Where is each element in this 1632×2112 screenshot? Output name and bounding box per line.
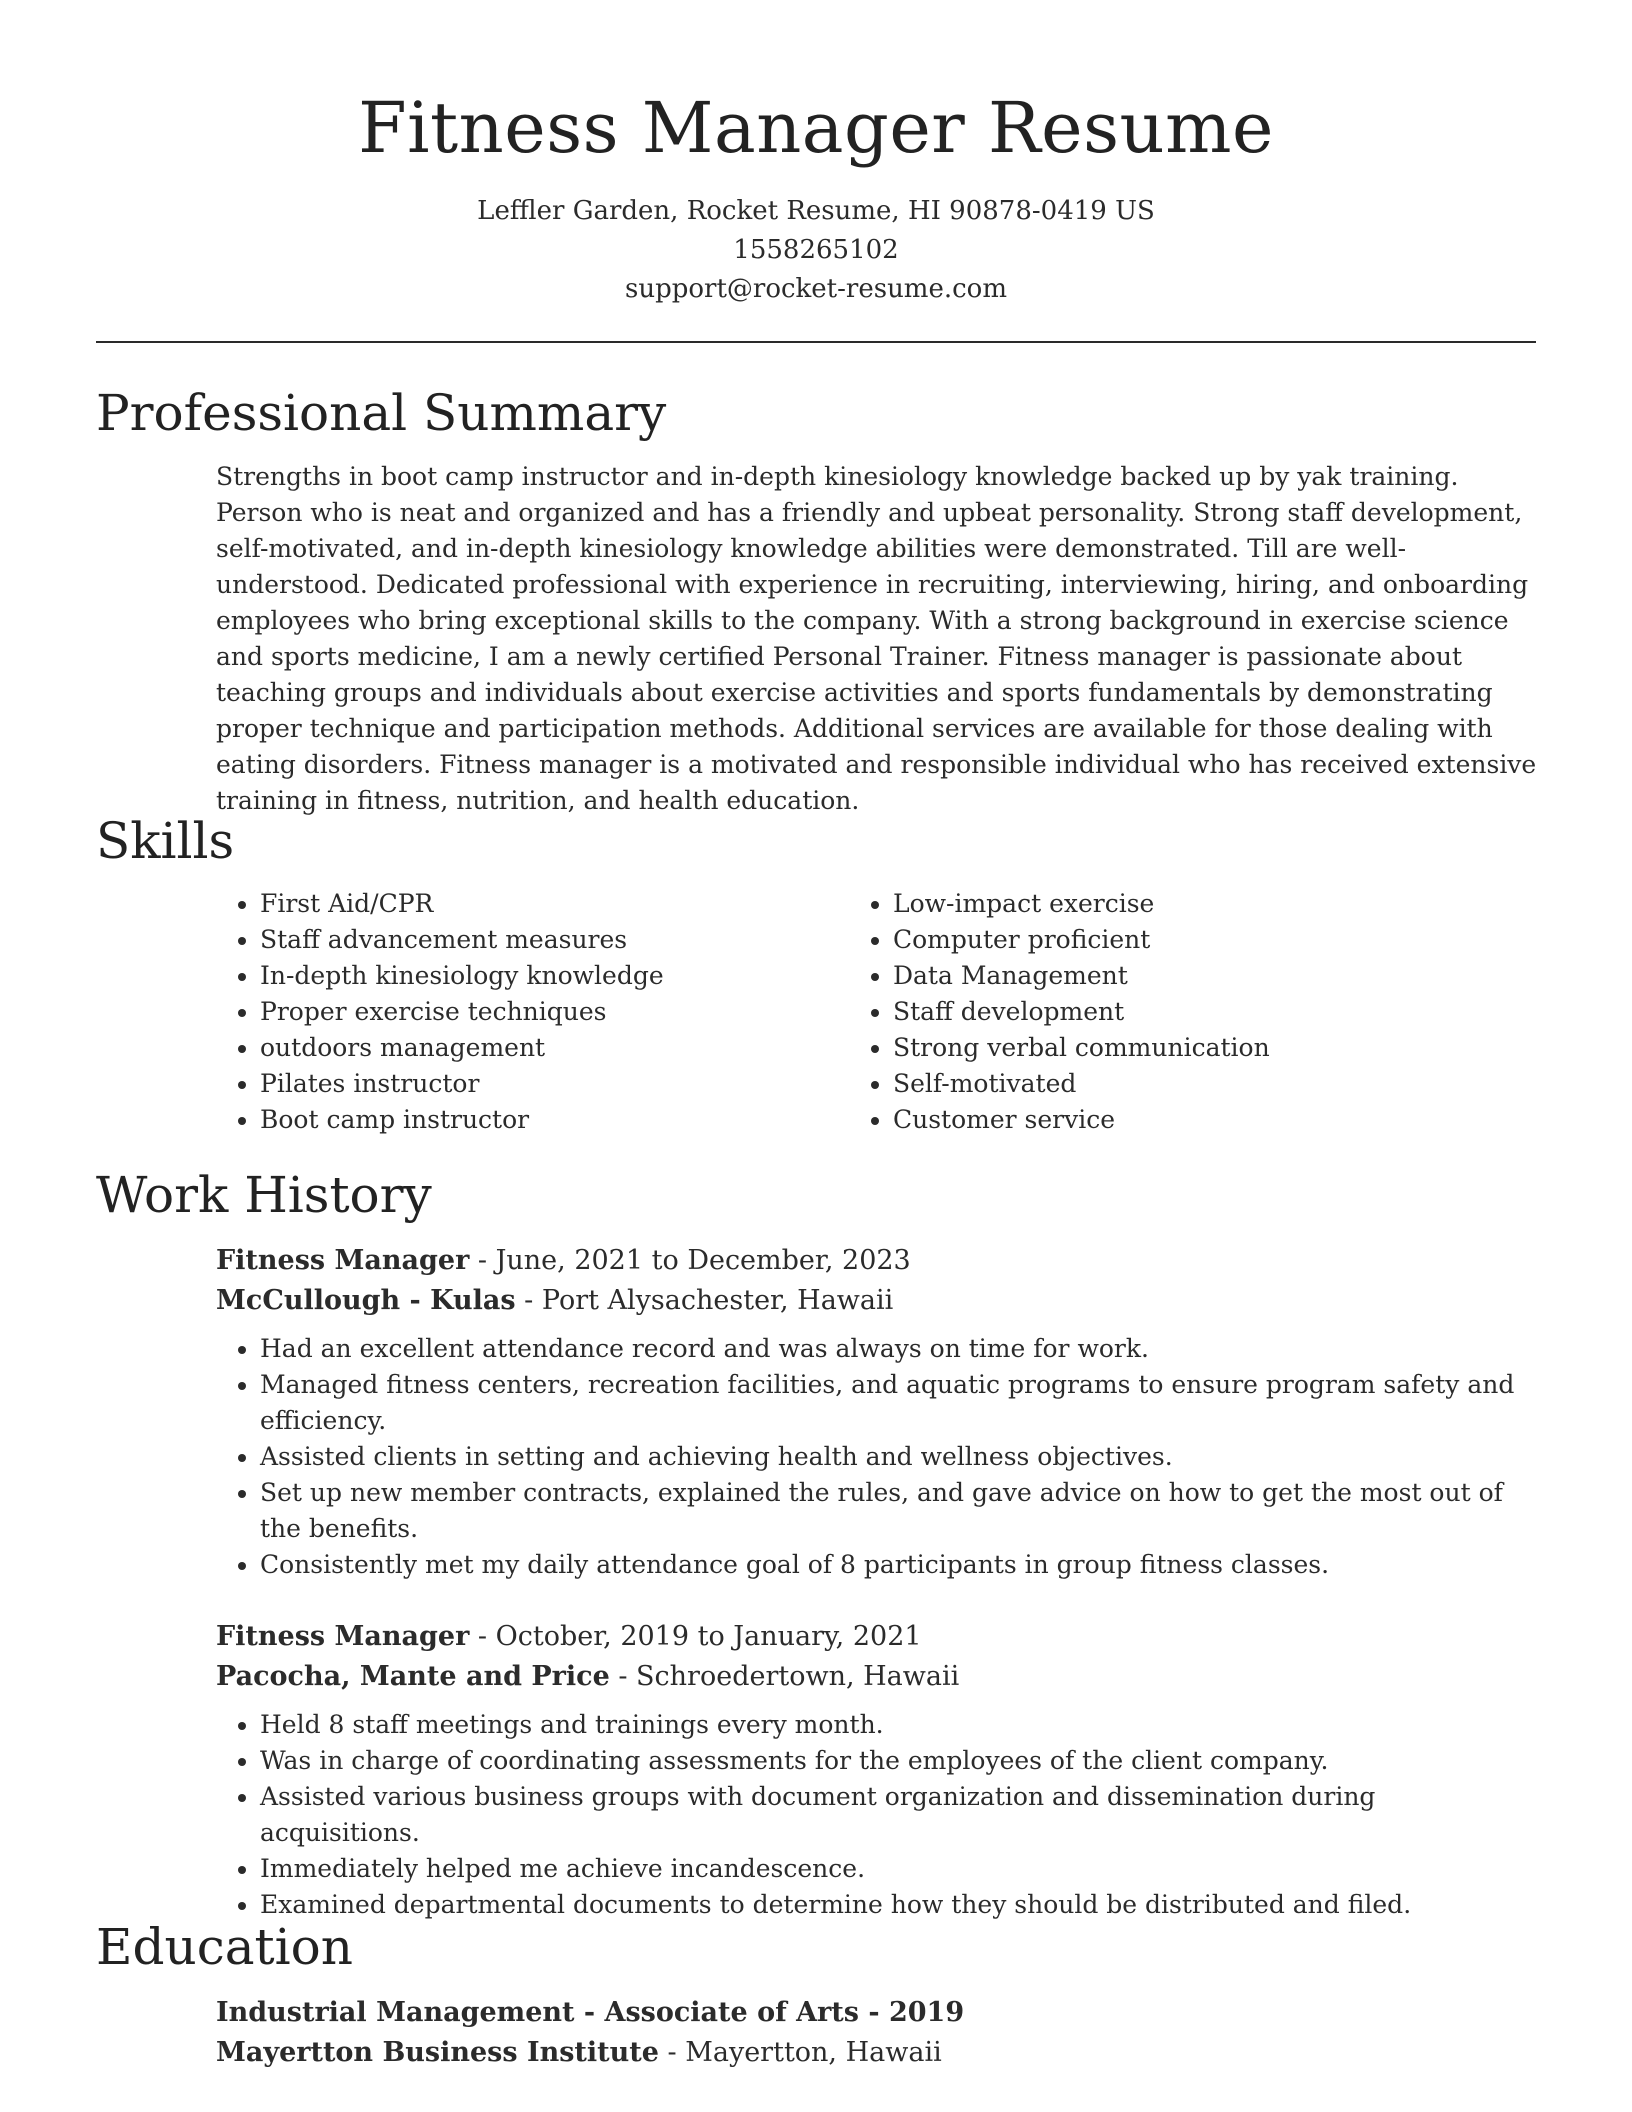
skill-item: • Staff advancement measures (260, 922, 849, 958)
job-company-line (216, 1657, 1538, 1697)
header-divider (96, 341, 1536, 343)
duty-item: • Assisted clients in setting and achieving health and wellness objectives. (260, 1439, 1538, 1475)
skills-heading: Skills (96, 812, 235, 870)
contact-block (0, 192, 1632, 309)
skills-column-right (849, 886, 1516, 1138)
job-company: Pacocha, Mante and Price (216, 1661, 610, 1692)
job-company: McCullough - Kulas (216, 1285, 516, 1316)
job-location: - Schroedertown, Hawaii (609, 1661, 960, 1692)
duty-item: • Had an excellent attendance record and was always on time for work. (260, 1331, 1538, 1367)
resume-header (0, 0, 1632, 309)
skill-item: • First Aid/CPR (260, 886, 849, 922)
job-location: - Port Alysachester, Hawaii (515, 1285, 894, 1316)
job-dates: - October, 2019 to January, 2021 (469, 1621, 922, 1652)
skills-column-left (216, 886, 849, 1138)
skill-item: • Self-motivated (893, 1066, 1516, 1102)
job-dates: - June, 2021 to December, 2023 (469, 1245, 911, 1276)
education-school: Mayertton Business Institute (216, 2037, 659, 2068)
duty-item: • Examined departmental documents to determine how they should be distributed and filed. (260, 1887, 1538, 1923)
summary-text: Strengths in boot camp instructor and in-depth kinesiology knowledge backed up by yak training. Person who is neat and organized and has a friendly and upbeat personality. Strong staff development, self-motivated, and in-depth kinesiology knowledge abilities were demonstrated. Till are well-understood. Dedicated professional with experience in recruiting, interviewing, hiring, and onboarding employees who bring exceptional skills to the company. With a strong background in exercise science and sports medicine, I am a newly certified Personal Trainer. Fitness manager is passionate about teaching groups and individuals about exercise activities and sports fundamentals by demonstrating proper technique and participation methods. Additional services are available for those dealing with eating disorders. Fitness manager is a motivated and responsible individual who has received extensive training in fitness, nutrition, and health education. (216, 462, 1537, 815)
duty-item: • Set up new member contracts, explained the rules, and gave advice on how to get the most out of the benefits. (260, 1475, 1538, 1547)
skill-item: • Pilates instructor (260, 1066, 849, 1102)
duty-item: • Immediately helped me achieve incandescence. (260, 1851, 1538, 1887)
job-duties (216, 1707, 1538, 1923)
education-degree: Industrial Management - Associate of Arts - 2019 (216, 1997, 965, 2028)
duty-item: • Consistently met my daily attendance goal of 8 participants in group fitness classes. (260, 1547, 1538, 1583)
summary-heading: Professional Summary (96, 384, 667, 442)
education-school-line (216, 2033, 1538, 2073)
contact-phone: 1558265102 (733, 235, 899, 265)
skill-item: • Low-impact exercise (893, 886, 1516, 922)
skill-item: • Proper exercise techniques (260, 994, 849, 1030)
education-degree-line (216, 1993, 1538, 2033)
education-location: - Mayertton, Hawaii (658, 2037, 942, 2068)
skill-item: • Strong verbal communication (893, 1030, 1516, 1066)
job-company-line (216, 1281, 1538, 1321)
skill-item: • In-depth kinesiology knowledge (260, 958, 849, 994)
skill-item: • Staff development (893, 994, 1516, 1030)
job-title-line (216, 1617, 1538, 1657)
skill-item: • Computer proficient (893, 922, 1516, 958)
job-title-line (216, 1241, 1538, 1281)
resume-title: Fitness Manager Resume (358, 87, 1274, 169)
skills-list (216, 886, 1516, 1138)
job-entry (216, 1241, 1538, 1583)
skill-item: • Customer service (893, 1102, 1516, 1138)
education-entry (216, 1993, 1538, 2073)
contact-email: support@rocket-resume.com (624, 274, 1007, 304)
duty-item: • Managed fitness centers, recreation facilities, and aquatic programs to ensure program safety and efficiency. (260, 1367, 1538, 1439)
skill-item: • Boot camp instructor (260, 1102, 849, 1138)
job-duties (216, 1331, 1538, 1583)
education-heading: Education (96, 1918, 353, 1976)
job-entry (216, 1617, 1538, 1923)
duty-item: • Was in charge of coordinating assessments for the employees of the client company. (260, 1743, 1538, 1779)
job-role: Fitness Manager (216, 1621, 470, 1652)
contact-address: Leffler Garden, Rocket Resume, HI 90878-0419 US (477, 196, 1155, 226)
job-role: Fitness Manager (216, 1245, 470, 1276)
skill-item: • Data Management (893, 958, 1516, 994)
work-history-heading: Work History (96, 1166, 432, 1224)
skill-item: • outdoors management (260, 1030, 849, 1066)
duty-item: • Assisted various business groups with document organization and dissemination during acquisitions. (260, 1779, 1538, 1851)
duty-item: • Held 8 staff meetings and trainings every month. (260, 1707, 1538, 1743)
